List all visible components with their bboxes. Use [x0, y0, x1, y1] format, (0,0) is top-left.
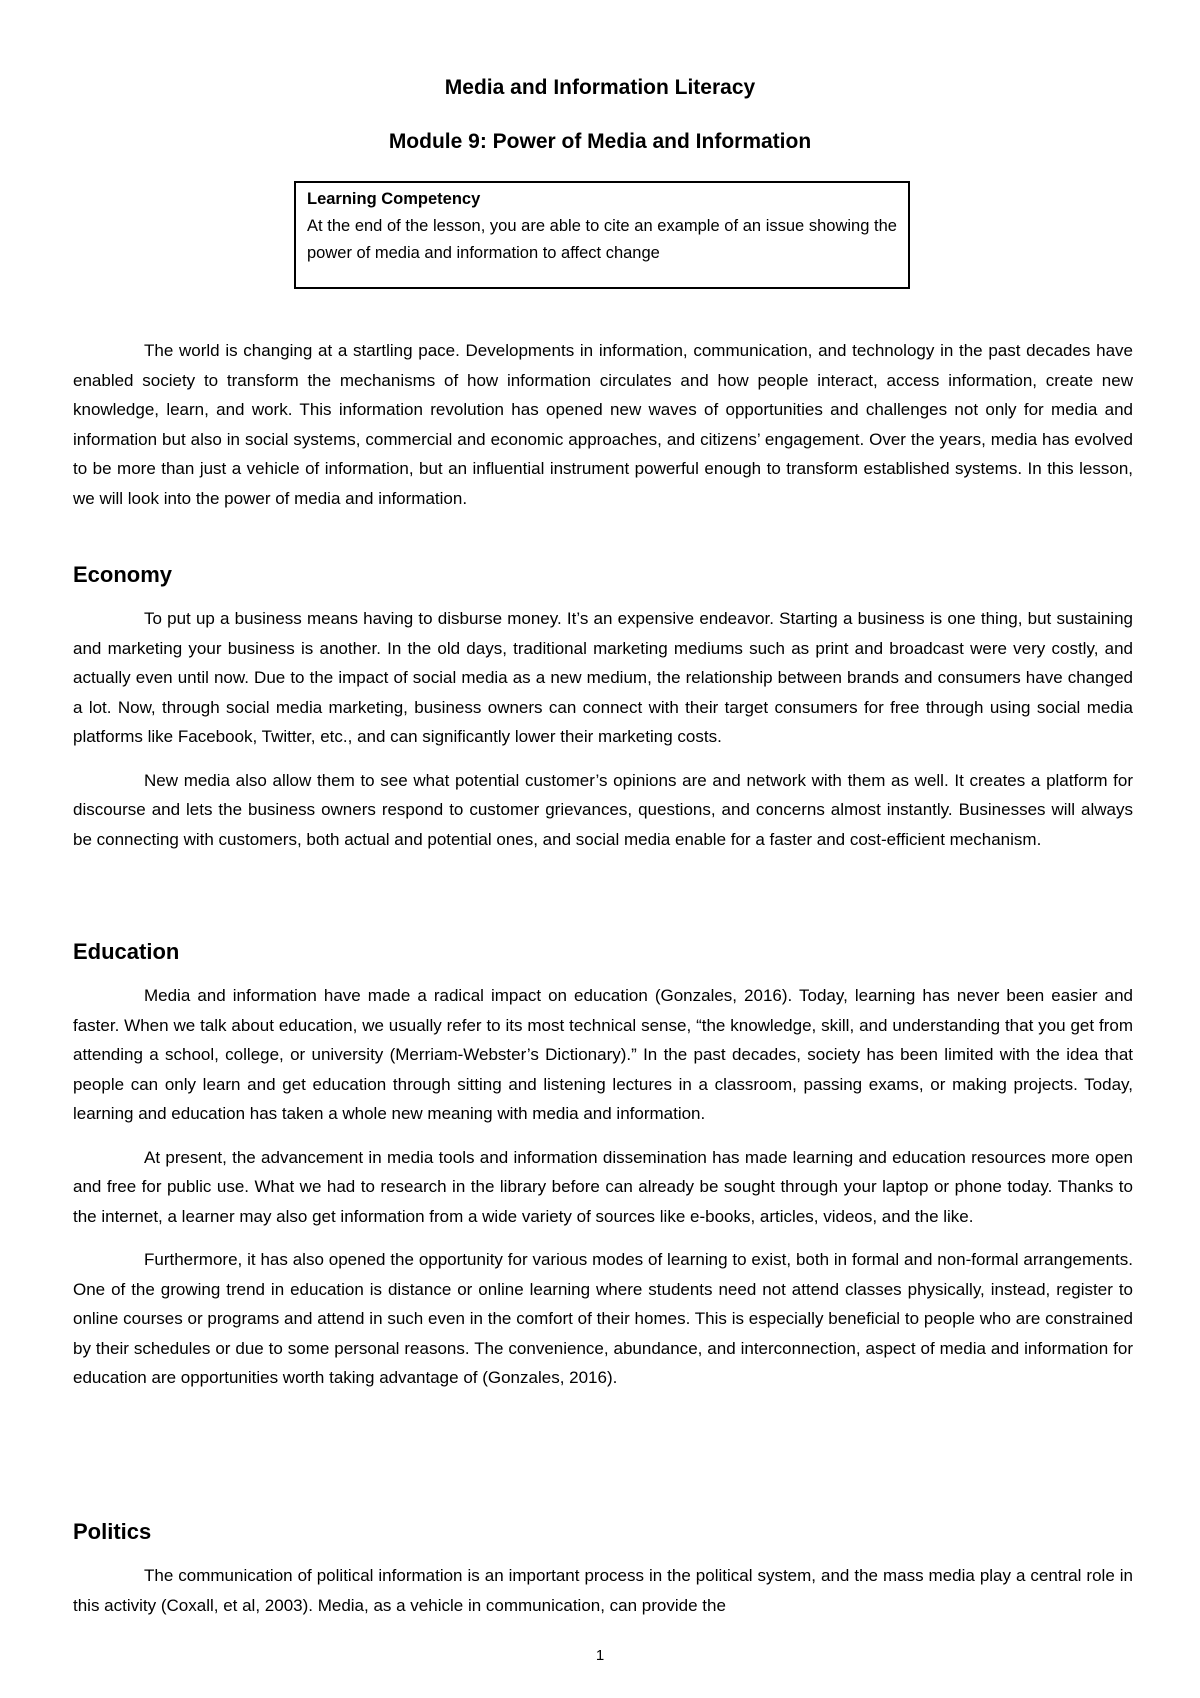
learning-competency-heading: Learning Competency: [307, 190, 481, 208]
learning-competency-box: [294, 181, 910, 289]
intro-paragraph: The world is changing at a startling pace. Developments in information, communication, and technology in the past decades have enabled society to transform the mechanisms of how information circulates and how people interact, access information, create new knowledge, learn, and work. This information revolution has opened new waves of opportunities and challenges not only for media and information but also in social systems, commercial and economic approaches, and citizens’ engagement. Over the years, media has evolved to be more than just a vehicle of information, but an influential instrument powerful enough to transform established systems. In this lesson, we will look into the power of media and information.: [73, 341, 1133, 508]
education-paragraph-2: At present, the advancement in media tools and information dissemination has made learning and education resources more open and free for public use. What we had to research in the library before can already be sought through your laptop or phone today. Thanks to the internet, a learner may also get information from a wide variety of sources like e-books, articles, videos, and the like.: [73, 1147, 1133, 1226]
education-heading: Education: [73, 939, 180, 964]
economy-heading: Economy: [73, 562, 173, 587]
learning-competency-text: At the end of the lesson, you are able to cite an example of an issue showing the power of media and information to affect change: [307, 217, 897, 262]
education-section: [73, 937, 1133, 1407]
politics-heading: Politics: [73, 1519, 152, 1544]
intro-section: [73, 336, 1133, 527]
education-paragraph-1: Media and information have made a radical impact on education (Gonzales, 2016). Today, learning has never been easier and faster. When we talk about education, we usually refer to its most technical sense, “the knowledge, skill, and understanding that you get from attending a school, college, or university (Merriam-Webster’s Dictionary).” In the past decades, society has been limited with the idea that people can only learn and get education through sitting and listening lectures in a classroom, passing exams, or making projects. Today, learning and education has taken a whole new meaning with media and information.: [73, 986, 1133, 1123]
education-paragraph-3: Furthermore, it has also opened the opportunity for various modes of learning to exist, both in formal and non-formal arrangements. One of the growing trend in education is distance or online learning where students need not attend classes physically, instead, register to online courses or programs and attend in such even in the comfort of their homes. This is especially beneficial to people who are constrained by their schedules or due to some personal reasons. The convenience, abundance, and interconnection, aspect of media and information for education are opportunities worth taking advantage of (Gonzales, 2016).: [73, 1250, 1133, 1387]
page-number: 1: [595, 1647, 605, 1664]
module-title: Module 9: Power of Media and Information: [388, 130, 812, 153]
politics-paragraph-1: The communication of political information is an important process in the political system, and the mass media play a central role in this activity (Coxall, et al, 2003). Media, as a vehicle in communication, can provide the: [73, 1566, 1133, 1615]
document-title: Media and Information Literacy: [444, 76, 756, 99]
politics-section: [73, 1517, 1133, 1634]
economy-paragraph-1: To put up a business means having to disburse money. It’s an expensive endeavor. Starting a business is one thing, but sustaining and marketing your business is another. In the old days, traditional marketing mediums such as print and broadcast were very costly, and actually even until now. Due to the impact of social media as a new medium, the relationship between brands and consumers have changed a lot. Now, through social media marketing, business owners can connect with their target consumers for free through using social media platforms like Facebook, Twitter, etc., and can significantly lower their marketing costs.: [73, 609, 1133, 746]
economy-paragraph-2: New media also allow them to see what potential customer’s opinions are and network with them as well. It creates a platform for discourse and lets the business owners respond to customer grievances, questions, and concerns almost instantly. Businesses will always be connecting with customers, both actual and potential ones, and social media enable for a faster and cost-efficient mechanism.: [73, 770, 1133, 849]
economy-section: [73, 560, 1133, 868]
